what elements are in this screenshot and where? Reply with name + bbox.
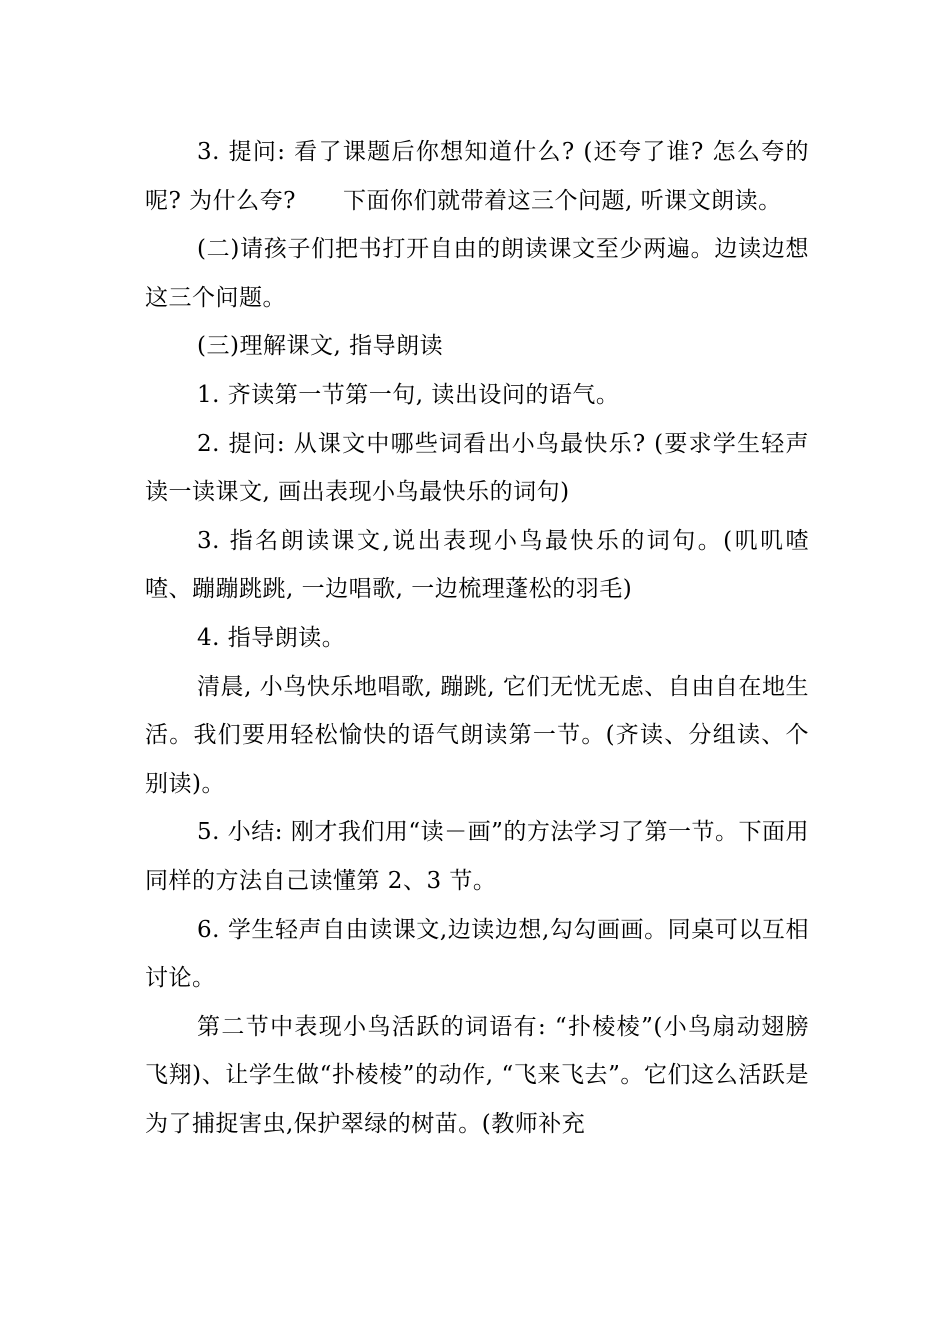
paragraph-question-3: 3. 提问: 看了课题后你想知道什么? (还夸了谁? 怎么夸的呢? 为什么夸? 下面你们就带着这三个问题, 听课文朗读。: [145, 139, 809, 214]
paragraph-section-3-heading: (三)理解课文, 指导朗读: [197, 333, 444, 360]
paragraph-step-4: 4. 指导朗读。: [197, 624, 346, 651]
paragraph-step-1: 1. 齐读第一节第一句, 读出设问的语气。: [197, 381, 620, 408]
paragraph-section-2: (二)请孩子们把书打开自由的朗读课文至少两遍。边读边想这三个问题。: [145, 236, 809, 311]
document-body: [145, 128, 809, 1148]
paragraph-step-3: 3. 指名朗读课文,说出表现小鸟最快乐的词句。(叽叽喳喳、蹦蹦跳跳, 一边唱歌, 一边梳理蓬松的羽毛): [145, 527, 809, 603]
paragraph-morning: 清晨, 小鸟快乐地唱歌, 蹦跳, 它们无忧无虑、自由自在地生活。我们要用轻松愉快的语气朗读第一节。(齐读、分组读、个别读)。: [145, 673, 809, 797]
paragraph-step-6: 6. 学生轻声自由读课文,边读边想,勾勾画画。同桌可以互相讨论。: [145, 916, 809, 992]
paragraph-step-2: 2. 提问: 从课文中哪些词看出小鸟最快乐? (要求学生轻声读一读课文, 画出表现小鸟最快乐的词句): [145, 430, 809, 506]
paragraph-section-two-words: 第二节中表现小鸟活跃的词语有: “扑棱棱”(小鸟扇动翅膀飞翔)、让学生做“扑棱棱”的动作, “飞来飞去”。它们这么活跃是为了捕捉害虫,保护翠绿的树苗。(教师补充: [145, 1013, 809, 1137]
paragraph-step-5: 5. 小结: 刚才我们用“读－画”的方法学习了第一节。下面用同样的方法自己读懂第 2、3 节。: [145, 819, 809, 894]
